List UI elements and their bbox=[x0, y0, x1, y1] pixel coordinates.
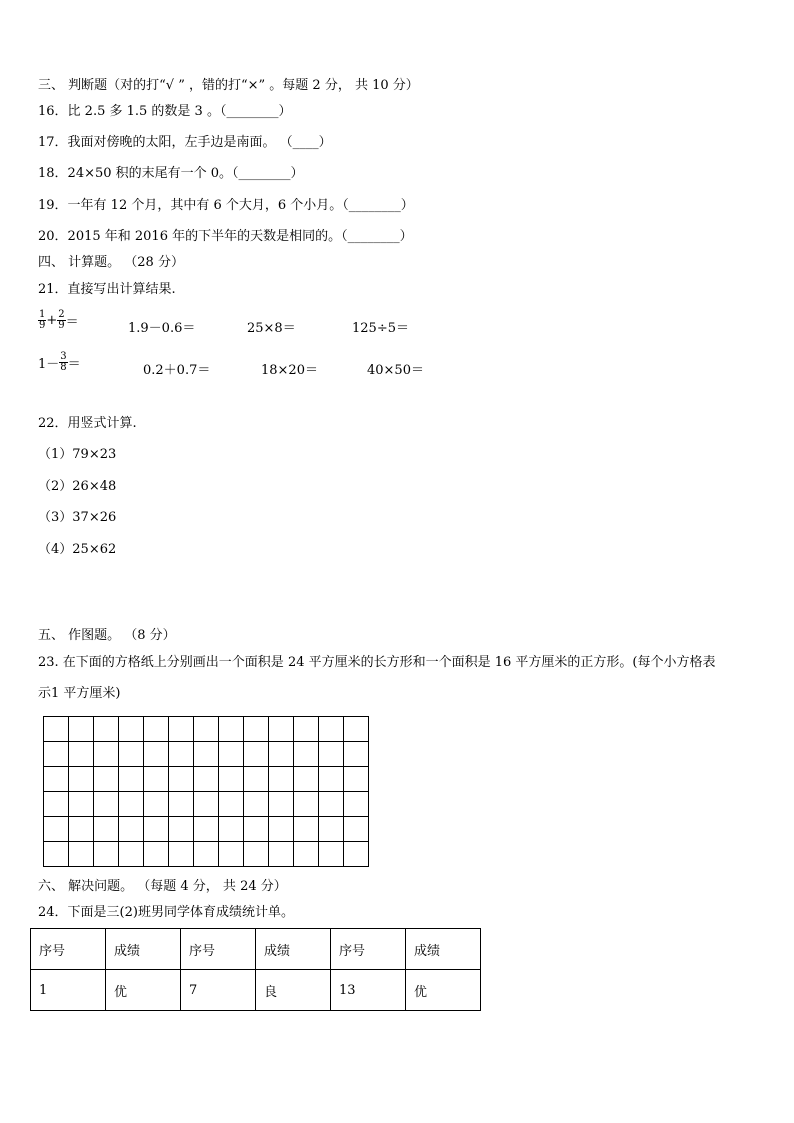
expression-3: 25×8＝ bbox=[247, 321, 296, 336]
grid-cell bbox=[294, 767, 319, 792]
question-23-line-1: 23. 在下面的方格纸上分别画出一个面积是 24 平方厘米的长方形和一个面积是 16 平方厘米的正方形。(每个小方格表 bbox=[38, 655, 716, 670]
grid-cell bbox=[119, 742, 144, 767]
grid-cell bbox=[219, 742, 244, 767]
grid-cell bbox=[319, 817, 344, 842]
section-3-heading: 三、 判断题（对的打“√ ” ，错的打“×” 。每题 2 分， 共 10 分） bbox=[38, 78, 419, 93]
expression-fraction-sum: $\frac{1}{9}$ + $\frac{2}{9}$ ＝ bbox=[39, 309, 79, 331]
grid-cell bbox=[69, 767, 94, 792]
grid-cell bbox=[294, 742, 319, 767]
grid-cell bbox=[194, 767, 219, 792]
grid-cell bbox=[169, 717, 194, 742]
grid-cell bbox=[294, 817, 319, 842]
grid-cell bbox=[94, 767, 119, 792]
vertical-calc-3: （3）37×26 bbox=[38, 510, 117, 525]
grid-cell bbox=[244, 817, 269, 842]
grid-cell bbox=[269, 817, 294, 842]
grid-cell bbox=[194, 792, 219, 817]
grid-cell bbox=[144, 742, 169, 767]
grid-cell bbox=[294, 717, 319, 742]
grid-cell bbox=[44, 792, 69, 817]
grid-cell bbox=[69, 792, 94, 817]
grid-cell bbox=[344, 717, 369, 742]
grid-cell bbox=[169, 767, 194, 792]
grid-cell bbox=[294, 792, 319, 817]
square-grid-paper bbox=[43, 716, 369, 867]
question-16: 16．比 2.5 多 1.5 的数是 3 。（________） bbox=[38, 104, 292, 119]
grid-cell bbox=[344, 792, 369, 817]
grid-cell bbox=[69, 742, 94, 767]
grid-cell bbox=[269, 842, 294, 867]
question-22: 22．用竖式计算. bbox=[38, 416, 137, 431]
expression-2: 1.9－0.6＝ bbox=[128, 321, 196, 336]
grid-cell bbox=[194, 817, 219, 842]
grid-cell bbox=[219, 717, 244, 742]
grid-cell bbox=[319, 717, 344, 742]
grid-cell bbox=[344, 817, 369, 842]
table-header-cell: 成绩 bbox=[256, 929, 331, 970]
grid-cell bbox=[144, 767, 169, 792]
grid-cell bbox=[319, 767, 344, 792]
fraction: $\frac{2}{9}$ bbox=[58, 309, 65, 331]
grid-cell bbox=[119, 767, 144, 792]
table-cell: 优 bbox=[406, 970, 481, 1011]
fraction: $\frac{3}{8}$ bbox=[60, 351, 67, 373]
fraction: $\frac{1}{9}$ bbox=[39, 309, 46, 331]
grid-cell bbox=[44, 817, 69, 842]
grid-cell bbox=[119, 717, 144, 742]
grid-cell bbox=[269, 767, 294, 792]
section-5-heading: 五、 作图题。 （8 分） bbox=[38, 628, 176, 643]
grid-cell bbox=[44, 767, 69, 792]
expression-4: 125÷5＝ bbox=[352, 321, 409, 336]
grid-cell bbox=[44, 742, 69, 767]
table-header-cell: 成绩 bbox=[106, 929, 181, 970]
grid-cell bbox=[244, 717, 269, 742]
table-header-cell: 序号 bbox=[31, 929, 106, 970]
question-18: 18．24×50 积的末尾有一个 0。（________） bbox=[38, 166, 304, 181]
grid-cell bbox=[94, 817, 119, 842]
grid-cell bbox=[119, 792, 144, 817]
grid-cell bbox=[244, 742, 269, 767]
table-row bbox=[31, 929, 481, 970]
grid-cell bbox=[194, 742, 219, 767]
grid-cell bbox=[119, 842, 144, 867]
grid-cell bbox=[294, 842, 319, 867]
grid-cell bbox=[269, 792, 294, 817]
grid-cell bbox=[169, 842, 194, 867]
grid-cell bbox=[194, 717, 219, 742]
grid-cell bbox=[194, 842, 219, 867]
grid-cell bbox=[69, 817, 94, 842]
table-cell: 良 bbox=[256, 970, 331, 1011]
question-19: 19．一年有 12 个月，其中有 6 个大月，6 个小月。（________） bbox=[38, 198, 414, 213]
grid-cell bbox=[144, 717, 169, 742]
grid-cell bbox=[44, 717, 69, 742]
table-header-cell: 序号 bbox=[331, 929, 406, 970]
expression-7: 18×20＝ bbox=[261, 363, 318, 378]
table-cell: 1 bbox=[31, 970, 106, 1011]
table-cell: 优 bbox=[106, 970, 181, 1011]
grid-cell bbox=[169, 792, 194, 817]
grid-cell bbox=[244, 842, 269, 867]
grid-cell bbox=[319, 792, 344, 817]
grid-cell bbox=[169, 742, 194, 767]
grid-cell bbox=[244, 767, 269, 792]
grid-cell bbox=[219, 817, 244, 842]
question-17: 17．我面对傍晚的太阳，左手边是南面。 （____） bbox=[38, 135, 332, 150]
grid-cell bbox=[94, 717, 119, 742]
grid-cell bbox=[219, 767, 244, 792]
section-6-heading: 六、 解决问题。 （每题 4 分， 共 24 分） bbox=[38, 879, 287, 894]
question-21: 21．直接写出计算结果. bbox=[38, 282, 176, 297]
table-row bbox=[31, 970, 481, 1011]
section-4-heading: 四、 计算题。 （28 分） bbox=[38, 255, 184, 270]
grid-cell bbox=[269, 742, 294, 767]
grid-cell bbox=[319, 742, 344, 767]
expression-8: 40×50＝ bbox=[367, 363, 424, 378]
grid-cell bbox=[219, 842, 244, 867]
grid-cell bbox=[144, 817, 169, 842]
question-23-line-2: 示1 平方厘米) bbox=[38, 686, 121, 701]
grid-cell bbox=[344, 767, 369, 792]
grid-cell bbox=[344, 742, 369, 767]
question-20: 20．2015 年和 2016 年的下半年的天数是相同的。（________） bbox=[38, 229, 413, 244]
expression-6: 0.2＋0.7＝ bbox=[143, 363, 211, 378]
grid-cell bbox=[69, 717, 94, 742]
table-header-cell: 成绩 bbox=[406, 929, 481, 970]
question-24: 24．下面是三(2)班男同学体育成绩统计单。 bbox=[38, 905, 294, 920]
expression-fraction-diff: 1－ $\frac{3}{8}$ ＝ bbox=[38, 351, 81, 373]
grid-cell bbox=[244, 792, 269, 817]
vertical-calc-1: （1）79×23 bbox=[38, 447, 117, 462]
grid-cell bbox=[169, 817, 194, 842]
grid-cell bbox=[144, 842, 169, 867]
grid-cell bbox=[94, 742, 119, 767]
grid-cell bbox=[319, 842, 344, 867]
grid-cell bbox=[69, 842, 94, 867]
table-cell: 13 bbox=[331, 970, 406, 1011]
table-cell: 7 bbox=[181, 970, 256, 1011]
grid-cell bbox=[344, 842, 369, 867]
grades-table bbox=[30, 928, 481, 1011]
vertical-calc-4: （4）25×62 bbox=[38, 542, 117, 557]
table-header-cell: 序号 bbox=[181, 929, 256, 970]
grid-cell bbox=[94, 842, 119, 867]
grid-cell bbox=[119, 817, 144, 842]
grid-cell bbox=[269, 717, 294, 742]
vertical-calc-2: （2）26×48 bbox=[38, 479, 117, 494]
grid-cell bbox=[44, 842, 69, 867]
grid-cell bbox=[219, 792, 244, 817]
grid-cell bbox=[144, 792, 169, 817]
grid-cell bbox=[94, 792, 119, 817]
